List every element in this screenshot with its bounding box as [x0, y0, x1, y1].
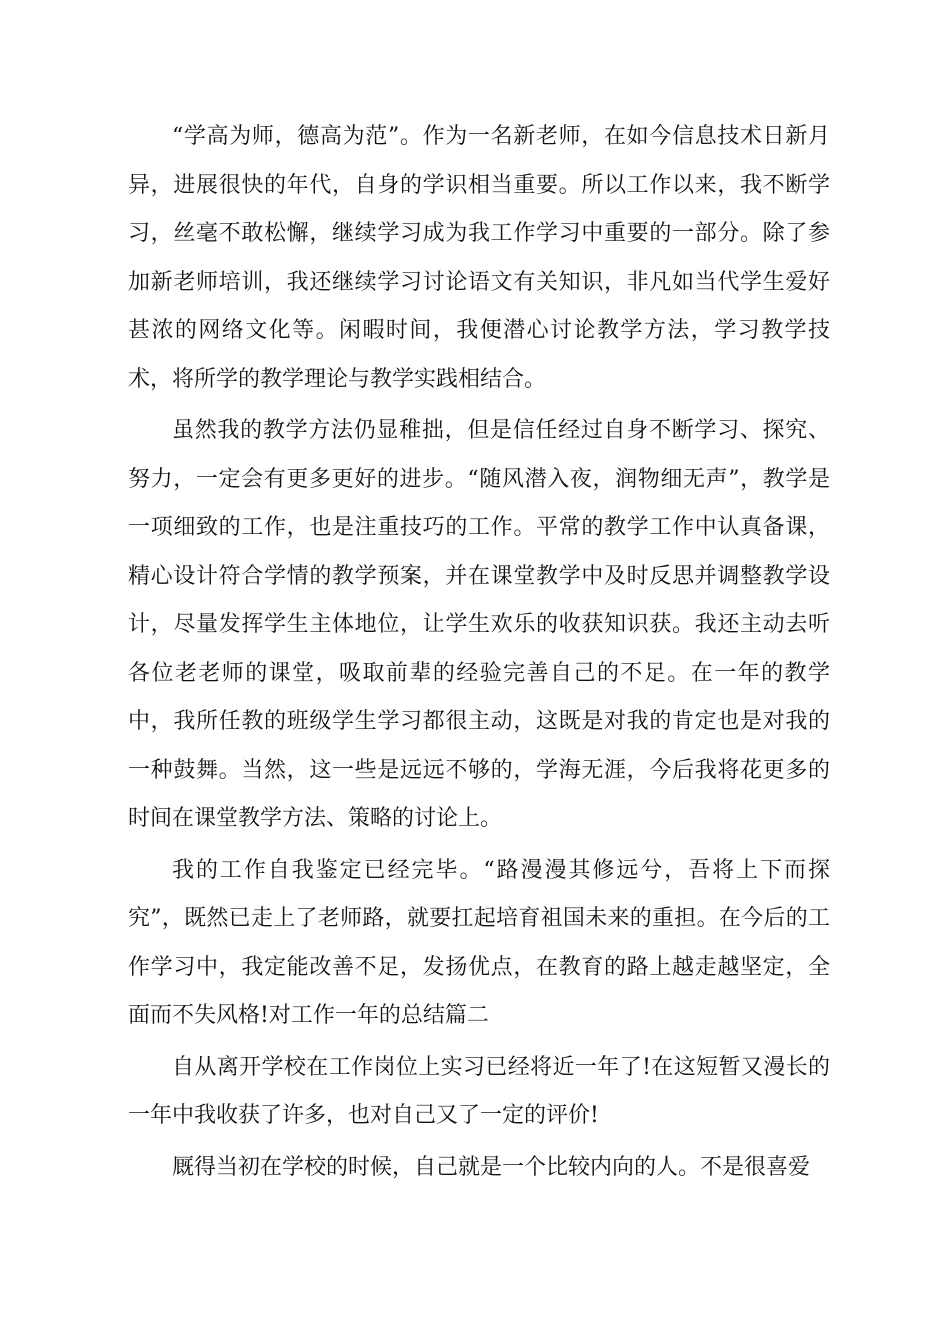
paragraph-internship-year: 自从离开学校在工作岗位上实习已经将近一年了!在这短暂又漫长的一年中我收获了许多，也对自己又了一定的评价! [128, 1054, 830, 1128]
document-body [128, 113, 830, 1195]
paragraph-teaching-methods: 虽然我的教学方法仍显稚拙，但是信任经过自身不断学习、探究、努力，一定会有更多更好的进步。“随风潜入夜，润物细无声”，教学是一项细致的工作，也是注重技巧的工作。平常的教学工作中认真备课，精心设计符合学情的教学预案，并在课堂教学中及时反思并调整教学设计，尽量发挥学生主体地位，让学生欢乐的收获知识获。我还主动去听各位老老师的课堂，吸取前辈的经验完善自己的不足。在一年的教学中，我所任教的班级学生学习都很主动，这既是对我的肯定也是对我的一种鼓舞。当然，这一些是远远不够的，学海无涯，今后我将花更多的时间在课堂教学方法、策略的讨论上。 [128, 418, 830, 831]
paragraph-continuing-study: “学高为师，德高为范”。作为一名新老师，在如今信息技术日新月异，进展很快的年代，自身的学识相当重要。所以工作以来，我不断学习，丝毫不敢松懈，继续学习成为我工作学习中重要的一部分。除了参加新老师培训，我还继续学习讨论语文有关知识，非凡如当代学生爱好甚浓的网络文化等。闲暇时间，我便潜心讨论教学方法，学习教学技术，将所学的教学理论与教学实践相结合。 [128, 124, 830, 392]
paragraph-self-assessment: 我的工作自我鉴定已经完毕。“路漫漫其修远兮，吾将上下而探究”，既然已走上了老师路，就要扛起培育祖国未来的重担。在今后的工作学习中，我定能改善不足，发扬优点，在教育的路上越走越坚定，全面而不失风格!对工作一年的总结篇二 [128, 857, 830, 1028]
paragraph-school-memory: 厩得当初在学校的时候，自己就是一个比较内向的人。不是很喜爱 [172, 1154, 811, 1180]
